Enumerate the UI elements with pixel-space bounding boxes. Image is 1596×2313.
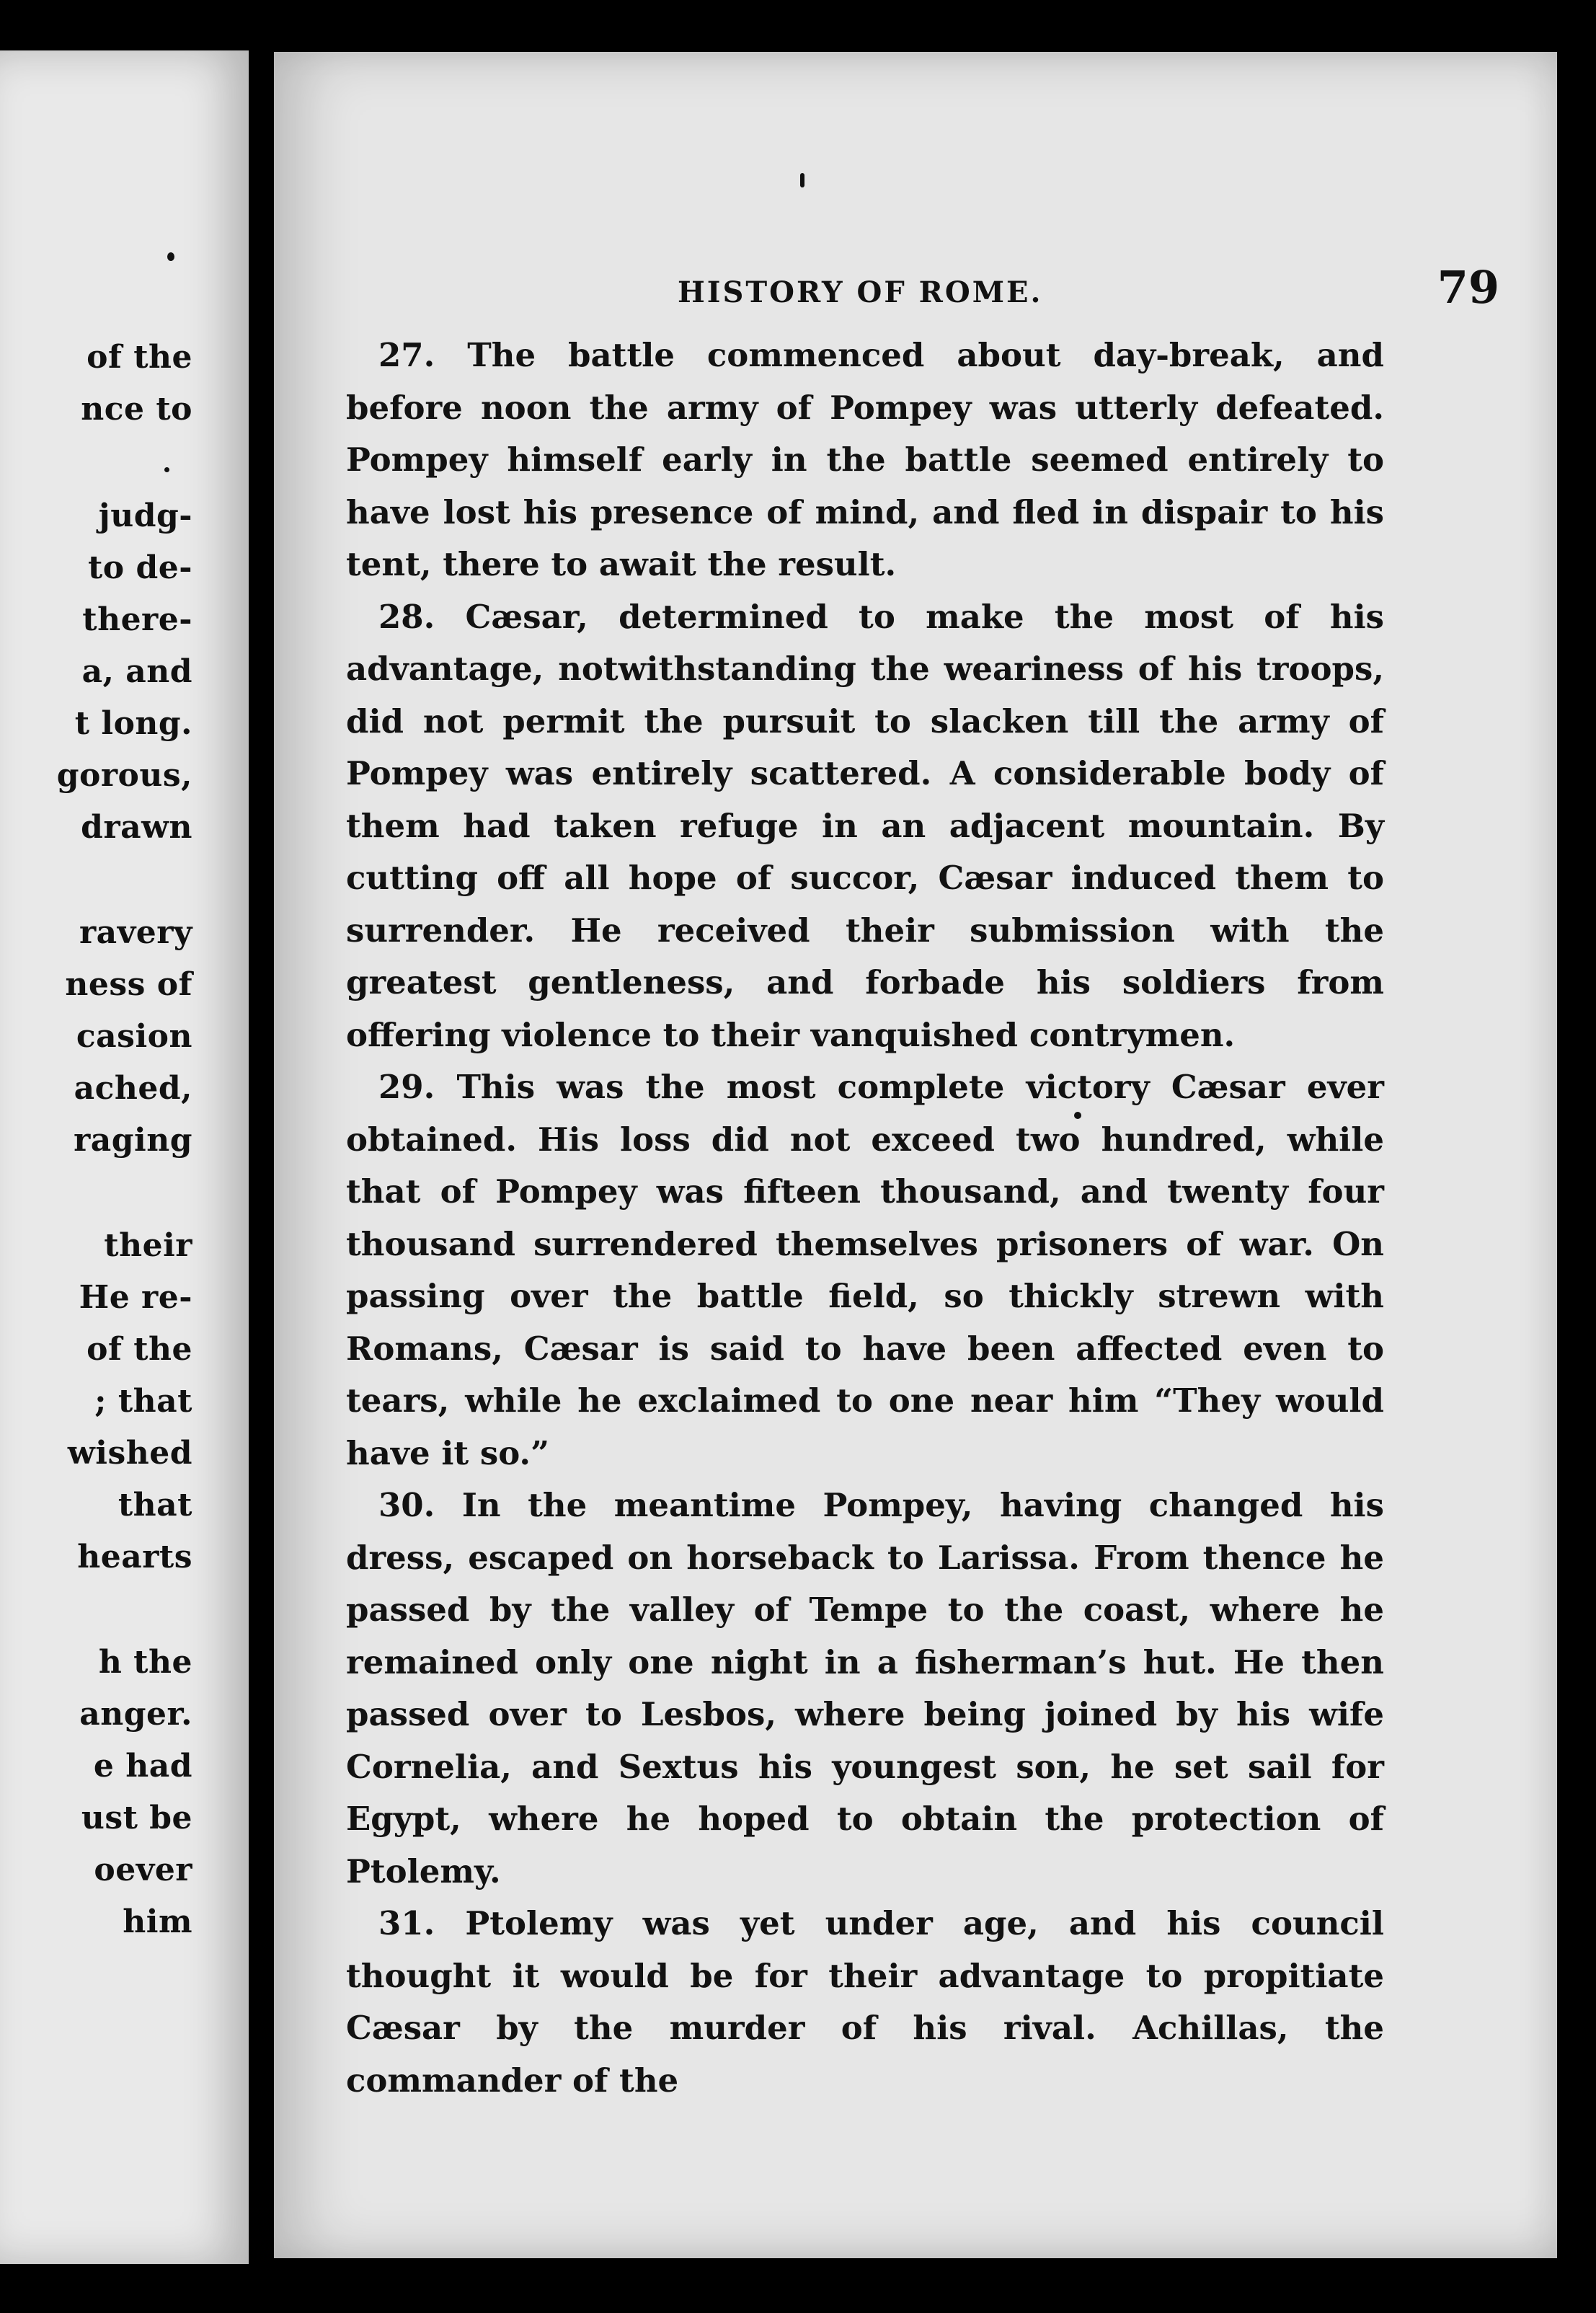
ink-speck xyxy=(1074,1112,1081,1119)
left-fragment: drawn xyxy=(81,809,192,846)
left-fragment: h the xyxy=(98,1644,192,1681)
left-fragment: of the xyxy=(87,1331,192,1368)
paragraph-text: Ptolemy was yet under age, and his council thought it would be for their advantage to propitiate Cæsar by the murder of his rival. Achillas, the commander of the xyxy=(346,1904,1384,2100)
left-fragment: ust be xyxy=(81,1800,192,1836)
paragraph-text: This was the most complete victory Cæsar ever obtained. His loss did not exceed two hundred, while that of Pompey was fifteen thousand, and twenty four thousand surrendered themselves prisoners of war. On passing over the battle field, so thickly strewn with Romans, Cæsar is said to have been affected even to tears, while he exclaimed to one near him “They would have it so.” xyxy=(346,1068,1385,1472)
left-fragment: raging xyxy=(74,1122,192,1159)
left-fragment: nce to xyxy=(81,391,192,428)
left-fragment: oever xyxy=(94,1852,192,1888)
left-fragment: anger. xyxy=(79,1696,192,1733)
paragraph-number: 28. xyxy=(378,597,435,636)
paragraph-number: 29. xyxy=(378,1068,435,1106)
paragraph-text: The battle commenced about day-break, and before noon the army of Pompey was utterly defeated. Pompey himself early in the battle seemed entirely to have lost his presence of mind, and fled in dispair to his tent, there to await the result. xyxy=(346,336,1384,583)
left-fragment: a, and xyxy=(81,653,192,690)
left-page xyxy=(0,50,249,2264)
left-fragment: He re- xyxy=(79,1279,192,1316)
right-page xyxy=(274,52,1557,2258)
left-fragment: ; that xyxy=(94,1383,192,1420)
ink-speck xyxy=(800,173,804,187)
left-fragment: gorous, xyxy=(56,757,192,794)
running-head xyxy=(678,261,1557,326)
left-fragment: t long. xyxy=(74,705,192,742)
left-fragment: e had xyxy=(93,1748,192,1784)
left-fragment: him xyxy=(123,1903,192,1940)
left-fragment: wished xyxy=(67,1435,192,1472)
left-fragment: casion xyxy=(76,1018,192,1055)
left-fragment: judg- xyxy=(98,497,192,534)
left-fragment: there- xyxy=(82,601,192,638)
left-fragment: to de- xyxy=(87,549,192,586)
paragraph-31 xyxy=(346,1898,1384,2107)
paragraph-30 xyxy=(346,1480,1384,1898)
ink-speck xyxy=(167,252,174,261)
paragraph-number: 27. xyxy=(378,336,435,374)
page-number: 79 xyxy=(1437,261,1499,314)
paragraph-number: 30. xyxy=(378,1486,435,1524)
paragraph-text: In the meantime Pompey, having changed his dress, escaped on horseback to Larissa. From thence he passed by the valley of Tempe to the coast, where he remained only one night in a fisherman’s hut. He then passed over to Lesbos, where being joined by his wife Cornelia, and Sextus his youngest son, he set sail for Egypt, where he hoped to obtain the protection of Ptolemy. xyxy=(346,1486,1384,1890)
left-fragment: ached, xyxy=(74,1070,192,1107)
left-fragment: ness of xyxy=(65,966,192,1003)
paragraph-number: 31. xyxy=(378,1904,435,1942)
left-fragment: their xyxy=(104,1227,192,1264)
left-fragment: hearts xyxy=(77,1539,192,1575)
ink-speck xyxy=(164,467,169,472)
left-fragment: ravery xyxy=(79,914,192,951)
body-text xyxy=(346,330,1384,2107)
left-fragment: that xyxy=(118,1487,192,1523)
running-head-title: HISTORY OF ROME. xyxy=(678,275,1043,309)
left-fragment: of the xyxy=(87,339,192,376)
paragraph-text: Cæsar, determined to make the most of his advantage, notwithstanding the weariness of his troops, did not permit the pursuit to slacken till the army of Pompey was entirely scattered. A considerable body of them had taken refuge in an adjacent mountain. By cutting off all hope of succor, Cæsar induced them to surrender. He received their submission with the greatest gentleness, and forbade his soldiers from offering violence to their vanquished contrymen. xyxy=(346,597,1385,1054)
paragraph-29 xyxy=(346,1061,1384,1480)
paragraph-27 xyxy=(346,330,1384,591)
paragraph-28 xyxy=(346,591,1384,1062)
